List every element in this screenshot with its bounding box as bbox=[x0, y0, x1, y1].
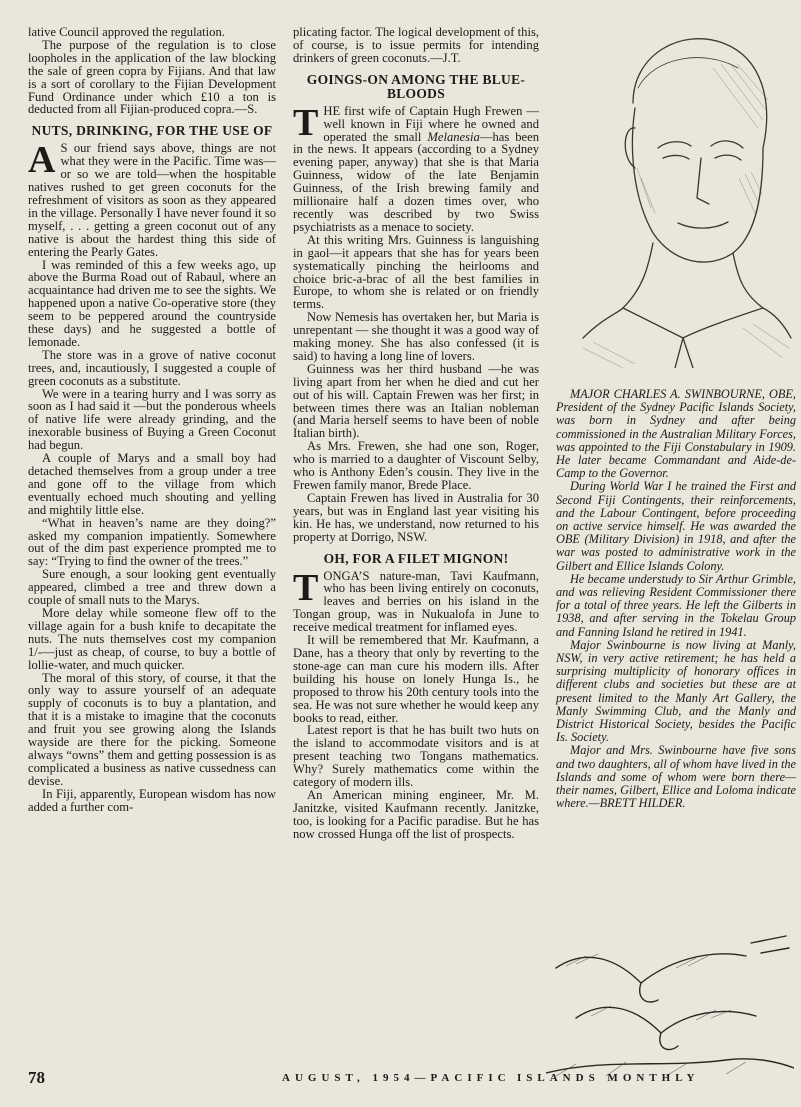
caption-paragraph: Major Swinbourne is now living at Manly, NSW, in very active retirement; he has held a surprising multiplicity of honorary offices in different clubs and societies but these are at present limited to the Manly Art Gallery, the Manly Swimming Club, and the Manly and District Historical Society, besides the Pacific Is. Society. bbox=[556, 637, 796, 745]
paragraph-lead: THE first wife of Captain Hugh Frewen — well known in Fiji where he owned and operated the small Melanesia—has been in the news. It appears (according to a Sydney evening paper, anyway) that she is that Maria Guinness, widow of the late Benjamin Guinness, of the Irish brewing family and millionaire half a dozen times over, who recently was described by two Swiss psychiatrists as a menace to society. bbox=[293, 101, 539, 234]
drop-cap: A bbox=[28, 139, 56, 182]
paragraph-lead: A S our friend says above, things are not what they were in the Pacific. Time was—or so we are told—when the hospitable natives rushed to get green coconuts for the refreshment of visitors as soon as they appeared in the village. Personally I have never found it so myself, . . . getting a green coconut out of any native is about the hardest thing this side of entering the Pearly Gates. bbox=[28, 139, 276, 259]
drop-cap: T bbox=[293, 101, 319, 144]
paragraph: Now Nemesis has overtaken her, but Maria is unrepentant — she thought it was a good way of making money. She has also confessed (it is said) to having a long line of lovers. bbox=[293, 310, 539, 363]
portrait-sketch bbox=[563, 8, 793, 368]
paragraph: As Mrs. Frewen, she had one son, Roger, who is married to a daughter of Viscount Selby, who is Anthony Eden’s cousin. They live in the Frewen family manor, Brede Place. bbox=[293, 439, 539, 492]
issue-date: AUGUST, 1954—PACIFIC bbox=[282, 1072, 511, 1084]
paragraph: lative Council approved the regulation. bbox=[28, 25, 225, 39]
caption-paragraph: During World War I he trained the First and Second Fiji Contingents, their reinforcements, and the Labour Contingent, before proceeding on active service himself. He was awarded the OBE (Military Division) in 1918, and after the war was posted to administrative work in the Gilbert and Ellice Islands Colony. bbox=[556, 479, 796, 573]
paragraph: Sure enough, a sour looking gent eventually appeared, climbed a tree and threw down a couple of small nuts to the Marys. bbox=[28, 567, 276, 608]
paragraph: At this writing Mrs. Guinness is languishing in gaol—it appears that she has for years been systematically pinching the heirlooms and choice bric-a-brac of all the best families in Europe, to whom she is related or on friendly terms. bbox=[293, 232, 539, 312]
paragraph: “What in heaven’s name are they doing?” asked my companion impatiently. Somewhere out of the dim past experience prompted me to say: “Trying to find the owner of the trees.” bbox=[28, 515, 276, 569]
paragraph: The purpose of the regulation is to close loopholes in the application of the law blocking the sale of green copra by Fijians. And that law is a sort of corollary to the Fijian Development Fund Ordinance under which £10 a ton is deducted from all Fijian-produced copra.—S. bbox=[28, 37, 276, 117]
page-number: 78 bbox=[28, 1068, 45, 1087]
paragraph: We were in a tearing hurry and I was sorry as soon as I had said it —but the ponderous wheels of native life were already grinding, and the inexorable business of Buying a Green Coconut had begun. bbox=[28, 386, 276, 453]
paragraph: In Fiji, apparently, European wisdom has now added a further com- bbox=[28, 786, 276, 814]
column-left bbox=[28, 26, 276, 813]
caption-paragraph: He became understudy to Sir Arthur Grimble, and was relieving Resident Commissioner there for a total of three years. He left the Gilberts in 1938, and after serving in the Tokelau Group and Fanning Island he retired in 1941. bbox=[556, 571, 796, 639]
caption-paragraph: Major and Mrs. Swinbourne have five sons and two daughters, all of whom have lived in the Islands and some of whom were born there—their names, Gilbert, Ellice and Loloma indicate where.—BRETT HILDER. bbox=[556, 743, 796, 811]
paragraph: The store was in a grove of native coconut trees, and, incautiously, I suggested a couple of green coconuts as a substitute. bbox=[28, 347, 276, 388]
column-right-caption bbox=[556, 388, 796, 811]
birds-illustration bbox=[546, 928, 794, 1078]
article-heading: OH, FOR A FILET MIGNON! bbox=[323, 550, 509, 566]
page-footer bbox=[0, 1068, 801, 1092]
paragraph: Guinness was her third husband —he was living apart from her when he died and cut her out of his will. Captain Frewen was her first; in between times there was an Italian nobleman (and Maria herself seems to have been of noble Italian birth). bbox=[293, 361, 539, 441]
caption-paragraph: MAJOR CHARLES A. SWINBOURNE, OBE, President of the Sydney Pacific Islands Society, was born in Sydney and after being commissioned in the Australian Military Forces, was appointed to the Fiji Constabulary in 1909. He later became Commandant and Aide-de-Camp to the Governor. bbox=[556, 387, 796, 481]
paragraph: It will be remembered that Mr. Kaufmann, a Dane, has a theory that only by reverting to the stone-age can man cure his modern ills. After building his house on lonely Hunga Is., he proposed to throw his 20th century tools into the sea. He was not sure whether he would keep any books to read, either. bbox=[293, 633, 539, 725]
paragraph: Captain Frewen has lived in Australia for 30 years, but was in England last year visiting his kin. He has, we understand, now returned to his property at Dorrigo, NSW. bbox=[293, 490, 539, 544]
paragraph: plicating factor. The logical development of this, of course, is to issue permits for intending drinkers of green coconuts.—J.T. bbox=[293, 25, 539, 65]
article-heading: NUTS, DRINKING, FOR THE USE OF bbox=[31, 123, 273, 139]
paragraph: More delay while someone flew off to the village again for a bush knife to decapitate the nuts. The nuts themselves cost my companion 1/-—just as cheap, of course, to buy a bottle of lollie-water, and much quicker. bbox=[28, 605, 276, 672]
paragraph: The moral of this story, of course, it that the only way to assure yourself of an adequate supply of coconuts is to buy a plantation, and that it is a mistake to imagine that the coconuts and fruit you see growing along the Islands wayside are there for the picking. Someone always “owns” them and getting possession is as complicated a business as native cussedness can devise. bbox=[28, 670, 276, 788]
magazine-title: ISLANDS MONTHLY bbox=[517, 1072, 700, 1084]
paragraph: Latest report is that he has built two huts on the island to accommodate visitors and is at present teaching two Tongans mathematics. Why? Surely mathematics come within the category of modern ills. bbox=[293, 723, 539, 790]
paragraph: I was reminded of this a few weeks ago, up above the Burma Road out of Rabaul, where an acquaintance had driven me to see the sights. We happened upon a native Co-operative store (they seem to be peppered around the countryside these days) and he suggested a bottle of lemonade. bbox=[28, 257, 276, 349]
paragraph-lead: TONGA’S nature-man, Tavi Kaufmann, who has been living entirely on coconuts, leaves and berries on his island in the Tongan group, was in Nukualofa in June to receive medical treatment for inflamed eyes. bbox=[293, 566, 539, 635]
paragraph: A couple of Marys and a small boy had detached themselves from a group under a tree and gone off to the village from which eventually echoed much shouting and yelling and mightily little else. bbox=[28, 451, 276, 517]
article-heading: GOINGS-ON AMONG THE BLUE-BLOODS bbox=[306, 71, 526, 101]
column-middle bbox=[293, 26, 539, 841]
paragraph: An American mining engineer, Mr. M. Janitzke, visited Kaufmann recently. Janitzke, too, is looking for a Pacific paradise. But he has now crossed Hunga off the list of prospects. bbox=[293, 787, 539, 841]
drop-cap: T bbox=[293, 566, 319, 609]
